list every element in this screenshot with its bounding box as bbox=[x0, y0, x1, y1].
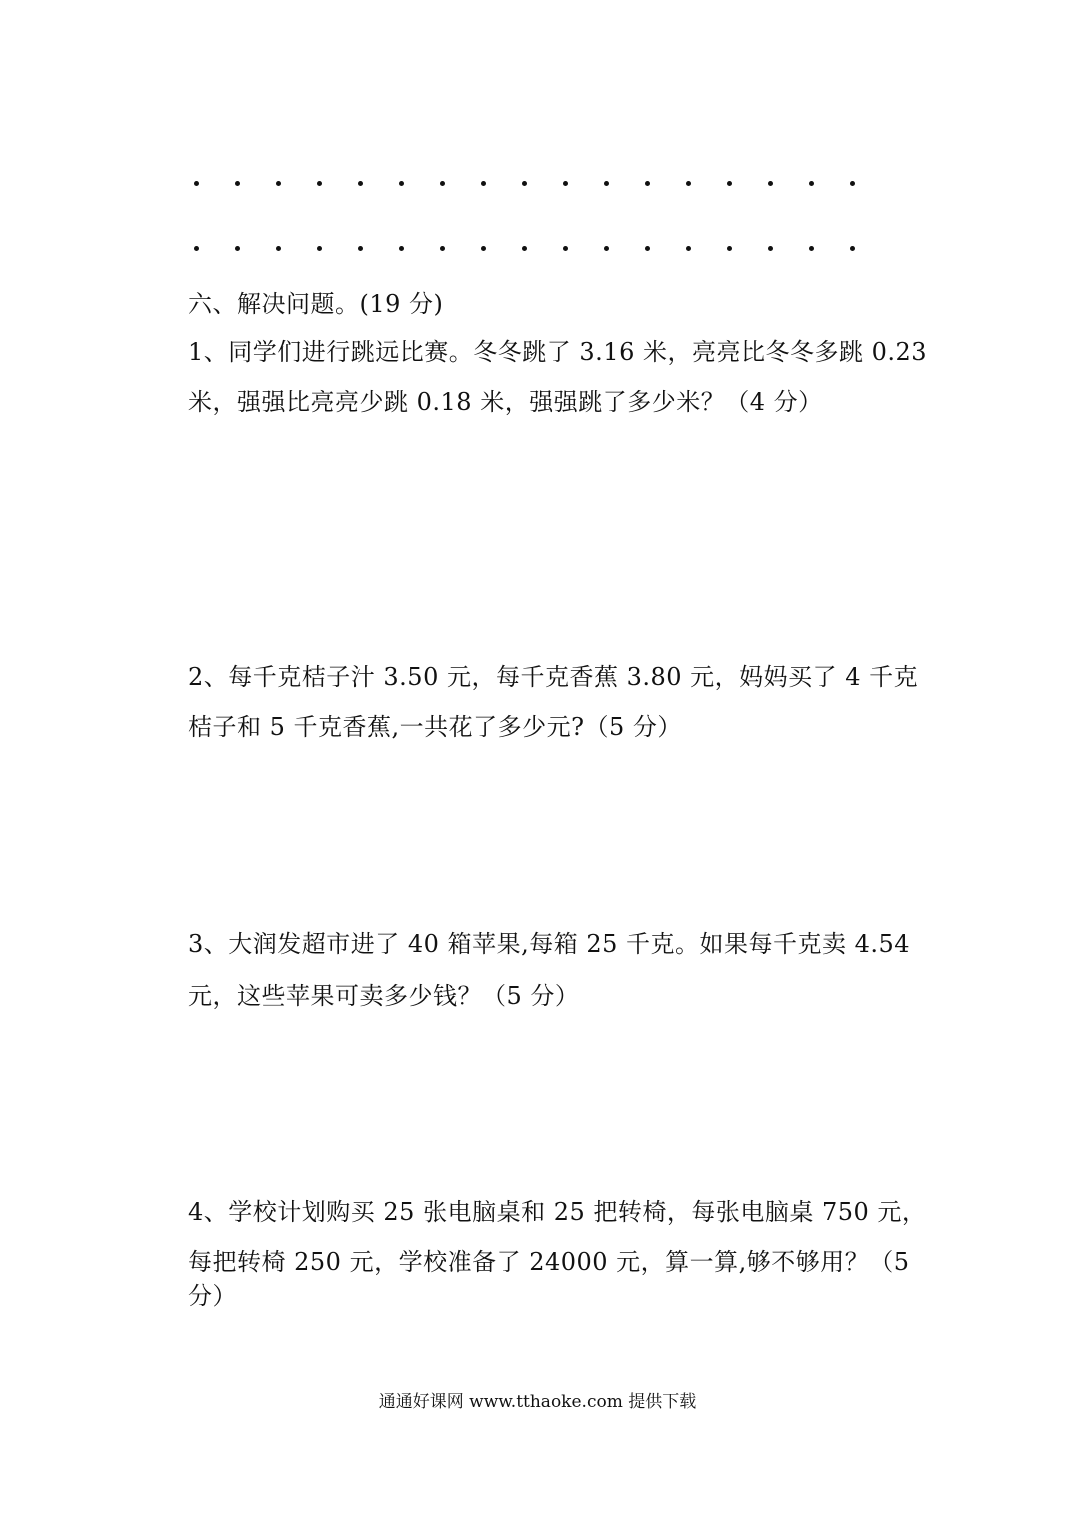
dot bbox=[727, 246, 732, 251]
dot bbox=[358, 246, 363, 251]
dot bbox=[768, 246, 773, 251]
dot bbox=[768, 181, 773, 186]
dot bbox=[440, 246, 445, 251]
dot bbox=[645, 181, 650, 186]
dot bbox=[194, 246, 199, 251]
dot bbox=[522, 181, 527, 186]
dot-row-2 bbox=[0, 243, 1075, 255]
dot bbox=[686, 246, 691, 251]
dot bbox=[686, 181, 691, 186]
dot bbox=[358, 181, 363, 186]
dot bbox=[563, 181, 568, 186]
dot bbox=[317, 181, 322, 186]
dot bbox=[399, 246, 404, 251]
dot bbox=[194, 181, 199, 186]
dot-row-1 bbox=[0, 178, 1075, 190]
dot bbox=[276, 246, 281, 251]
dot bbox=[481, 246, 486, 251]
dot bbox=[850, 181, 855, 186]
dot bbox=[481, 181, 486, 186]
dot bbox=[563, 246, 568, 251]
dot bbox=[604, 246, 609, 251]
dot bbox=[317, 246, 322, 251]
problem-1-line-1: 1、同学们进行跳远比赛。冬冬跳了 3.16 米，亮亮比冬冬多跳 0.23 bbox=[188, 338, 928, 366]
problem-3-line-2: 元，这些苹果可卖多少钱？（5 分） bbox=[188, 982, 580, 1010]
problem-3-line-1: 3、大润发超市进了 40 箱苹果,每箱 25 千克。如果每千克卖 4.54 bbox=[188, 930, 911, 958]
problem-2-line-2: 桔子和 5 千克香蕉,一共花了多少元?（5 分） bbox=[188, 713, 682, 741]
section-title: 六、解决问题。(19 分) bbox=[188, 290, 444, 318]
dot bbox=[809, 181, 814, 186]
problem-4-line-1: 4、学校计划购买 25 张电脑桌和 25 把转椅，每张电脑桌 750 元， bbox=[188, 1198, 927, 1226]
dot bbox=[727, 181, 732, 186]
dot bbox=[809, 246, 814, 251]
dot bbox=[645, 246, 650, 251]
problem-2-line-1: 2、每千克桔子汁 3.50 元，每千克香蕉 3.80 元，妈妈买了 4 千克 bbox=[188, 663, 919, 691]
dot bbox=[522, 246, 527, 251]
dot bbox=[235, 246, 240, 251]
problem-1-line-2: 米，强强比亮亮少跳 0.18 米，强强跳了多少米？（4 分） bbox=[188, 388, 823, 416]
dot bbox=[850, 246, 855, 251]
problem-4-line-3: 分） bbox=[188, 1282, 237, 1310]
dot bbox=[235, 181, 240, 186]
problem-4-line-2: 每把转椅 250 元，学校准备了 24000 元，算一算,够不够用？（5 bbox=[188, 1248, 910, 1276]
dot bbox=[399, 181, 404, 186]
page-footer: 通通好课网 www.tthaoke.com 提供下载 bbox=[378, 1392, 697, 1412]
dot bbox=[440, 181, 445, 186]
dot bbox=[276, 181, 281, 186]
dot bbox=[604, 181, 609, 186]
